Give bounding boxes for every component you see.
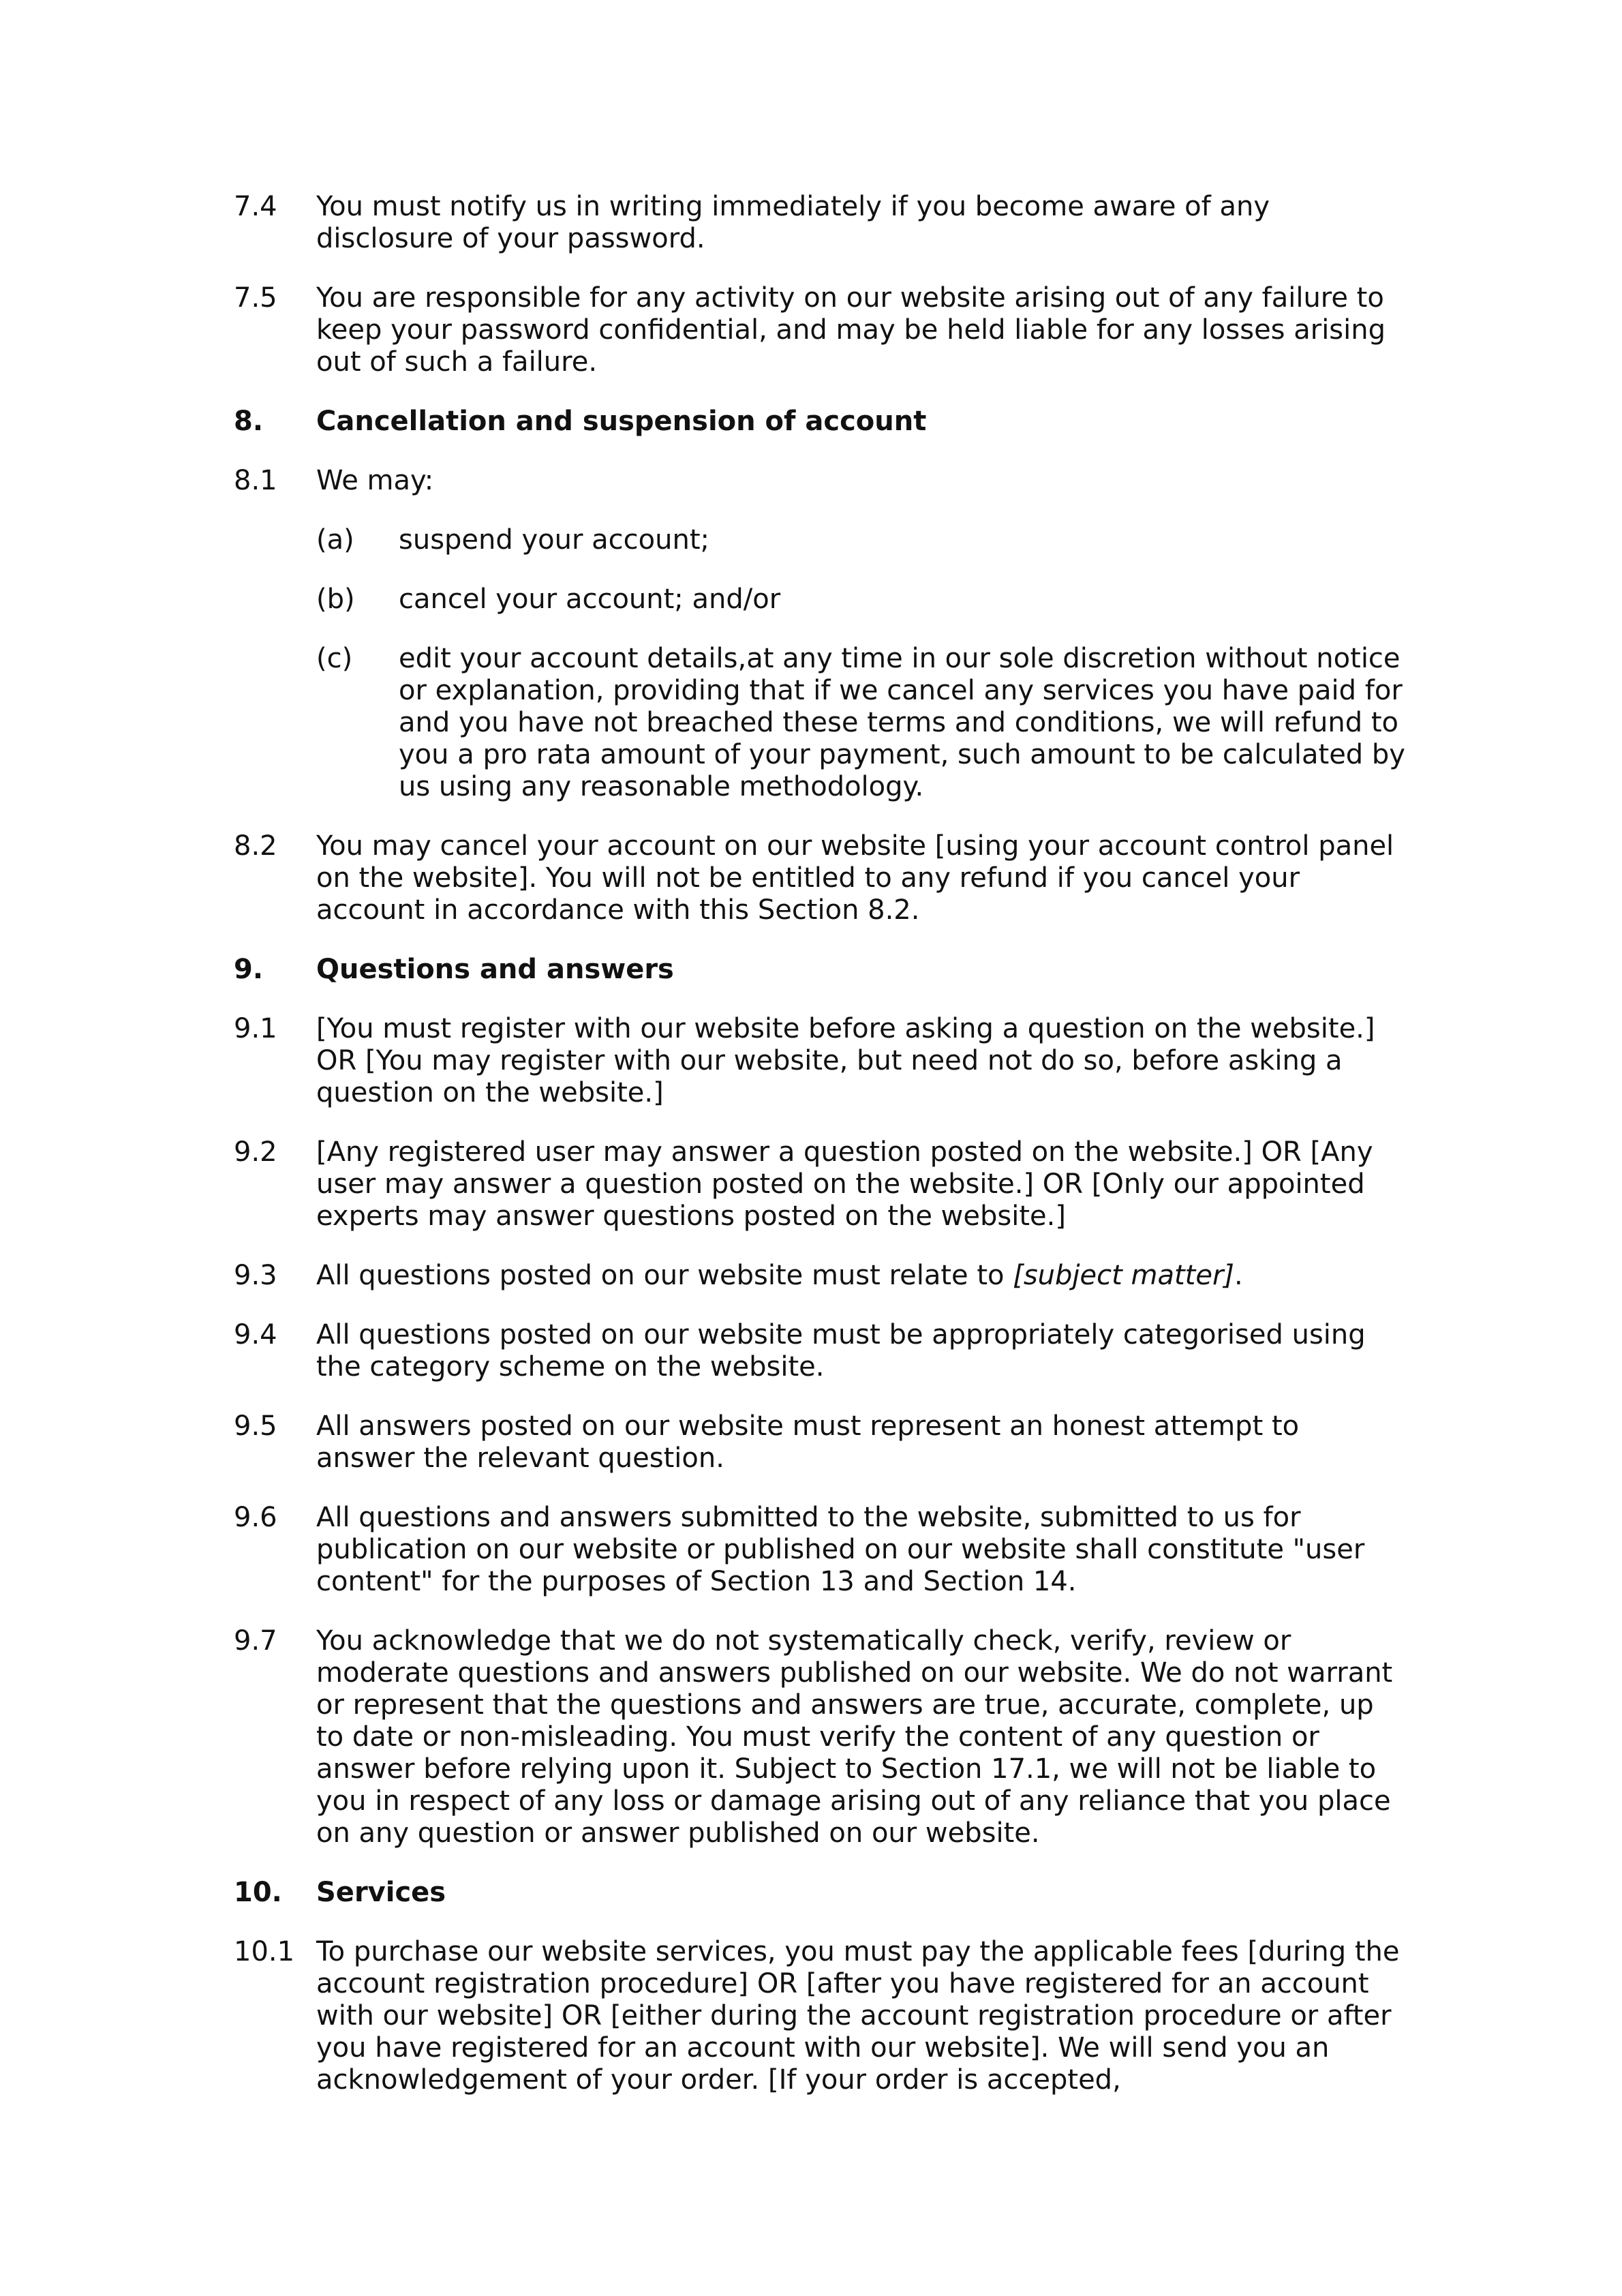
section-number: 9. bbox=[234, 954, 264, 985]
subclause-number: (a) bbox=[316, 524, 354, 556]
placeholder-subject-matter: [subject matter] bbox=[1013, 1260, 1235, 1291]
subclause-text: suspend your account; bbox=[399, 524, 709, 556]
clause-9-4 bbox=[234, 1319, 1406, 1383]
clause-number: 10.1 bbox=[234, 1936, 295, 1967]
clause-text: All questions posted on our website must be appropriately categorised using the category scheme on the website. bbox=[316, 1319, 1366, 1383]
clause-7-5 bbox=[234, 282, 1406, 378]
clause-8-1-b bbox=[234, 584, 1406, 616]
clause-number: 7.5 bbox=[234, 282, 277, 314]
clause-9-5 bbox=[234, 1410, 1406, 1475]
subclause-text: cancel your account; and/or bbox=[399, 584, 781, 615]
subclause-text: edit your account details,at any time in our sole discretion without notice or explanation, providing that if we cancel any services you have paid for and you have not breached these terms and conditions, we will refund to you a pro rata amount of your payment, such amount to be calculated by us using any reasonable methodology. bbox=[399, 643, 1405, 802]
clause-text: [You must register with our website before asking a question on the website.] OR [You may register with our website, but need not do so, before asking a question on the website.] bbox=[316, 1013, 1375, 1108]
section-number: 10. bbox=[234, 1877, 282, 1908]
section-heading-9 bbox=[234, 954, 1406, 986]
clause-number: 9.1 bbox=[234, 1013, 277, 1044]
clause-8-1-c bbox=[234, 643, 1406, 803]
clause-number: 8.2 bbox=[234, 830, 277, 862]
clause-text: You must notify us in writing immediately if you become aware of any disclosure of your password. bbox=[316, 191, 1270, 254]
clause-9-6 bbox=[234, 1502, 1406, 1598]
clause-8-1-a bbox=[234, 524, 1406, 556]
clause-text: You are responsible for any activity on our website arising out of any failure to keep your password confidential, and may be held liable for any losses arising out of such a failure. bbox=[316, 282, 1386, 378]
clause-number: 9.2 bbox=[234, 1136, 277, 1168]
clause-7-4 bbox=[234, 191, 1406, 255]
clause-text: [Any registered user may answer a question posted on the website.] OR [Any user may answer a question posted on the website.] OR [Only our appointed experts may answer questions posted on the website.] bbox=[316, 1136, 1373, 1232]
document-body bbox=[234, 191, 1406, 2124]
clause-9-7 bbox=[234, 1625, 1406, 1849]
clause-9-1 bbox=[234, 1013, 1406, 1109]
clause-text: We may: bbox=[316, 465, 434, 496]
clause-text: All answers posted on our website must represent an honest attempt to answer the relevant question. bbox=[316, 1410, 1300, 1474]
clause-8-1 bbox=[234, 465, 1406, 497]
section-heading-10 bbox=[234, 1877, 1406, 1909]
section-title: Services bbox=[316, 1877, 446, 1908]
clause-text: To purchase our website services, you must pay the applicable fees [during the account registration procedure] OR [after you have registered for an account with our website] OR [either during the account registration procedure or after you have registered for an account with our website]. We will send you an acknowledgement of your order. [If your order is accepted, bbox=[316, 1936, 1400, 2096]
clause-number: 8.1 bbox=[234, 465, 277, 496]
clause-text-end: . bbox=[1234, 1260, 1243, 1291]
section-title: Questions and answers bbox=[316, 954, 674, 985]
clause-number: 9.5 bbox=[234, 1410, 277, 1442]
clause-text: You acknowledge that we do not systematically check, verify, review or moderate questions and answers published on our website. We do not warrant or represent that the questions and answers are true, accurate, complete, up to date or non-misleading. You must verify the content of any question or answer before relying upon it. Subject to Section 17.1, we will not be liable to you in respect of any loss or damage arising out of any reliance that you place on any question or answer published on our website. bbox=[316, 1625, 1393, 1849]
clause-number: 9.4 bbox=[234, 1319, 277, 1350]
clause-number: 9.3 bbox=[234, 1260, 277, 1291]
clause-number: 9.6 bbox=[234, 1502, 277, 1533]
section-number: 8. bbox=[234, 406, 264, 437]
clause-text: All questions posted on our website must relate to bbox=[316, 1260, 1013, 1291]
clause-8-2 bbox=[234, 830, 1406, 926]
clause-10-1 bbox=[234, 1936, 1406, 2096]
clause-number: 9.7 bbox=[234, 1625, 277, 1657]
clause-9-2 bbox=[234, 1136, 1406, 1233]
subclause-number: (c) bbox=[316, 643, 353, 674]
subclause-number: (b) bbox=[316, 584, 355, 615]
clause-number: 7.4 bbox=[234, 191, 277, 222]
clause-9-3 bbox=[234, 1260, 1406, 1292]
section-title: Cancellation and suspension of account bbox=[316, 406, 927, 437]
section-heading-8 bbox=[234, 406, 1406, 438]
clause-text: You may cancel your account on our website [using your account control panel on the website]. You will not be entitled to any refund if you cancel your account in accordance with this Section 8.2. bbox=[316, 830, 1394, 926]
clause-text: All questions and answers submitted to the website, submitted to us for publication on our website or published on our website shall constitute "user content" for the purposes of Section 13 and Section 14. bbox=[316, 1502, 1365, 1597]
